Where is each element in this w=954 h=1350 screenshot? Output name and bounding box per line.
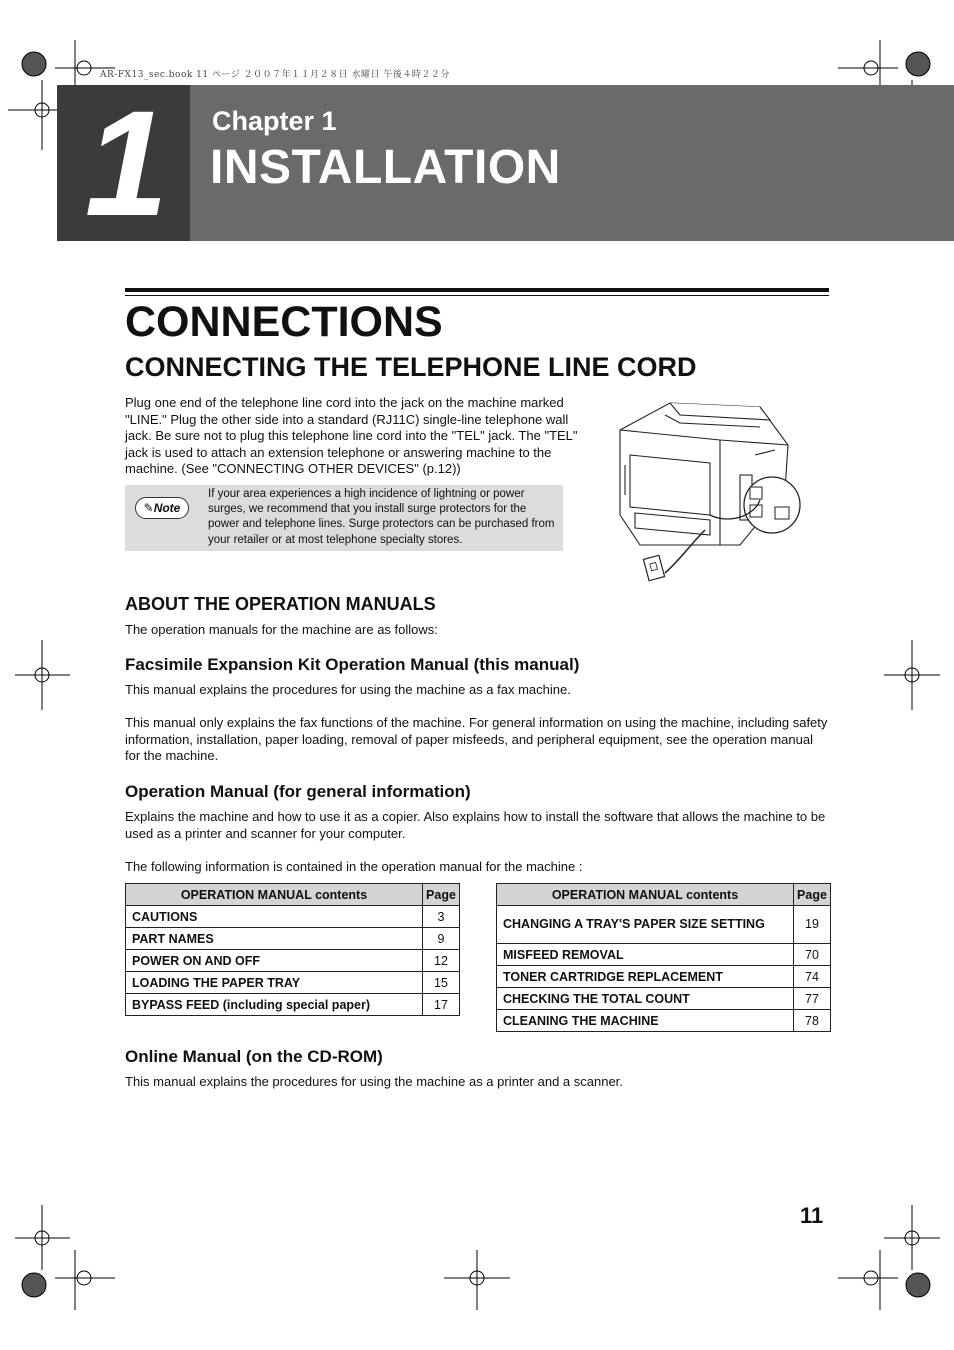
table-header-page: Page [423, 884, 460, 906]
section-rule-thin [125, 295, 829, 296]
op-manual-intro: The following information is contained in the operation manual for the machine : [125, 859, 583, 874]
table-cell-page: 78 [794, 1010, 831, 1032]
table-row [126, 994, 460, 1016]
chapter-title: INSTALLATION [210, 141, 561, 194]
table-row [126, 906, 460, 928]
table-row [126, 928, 460, 950]
table-cell-item: TONER CARTRIDGE REPLACEMENT [497, 966, 794, 988]
table-cell-page: 12 [423, 950, 460, 972]
table-cell-page: 9 [423, 928, 460, 950]
section-rule-thick [125, 288, 829, 292]
table-cell-item: POWER ON AND OFF [126, 950, 423, 972]
table-cell-item: LOADING THE PAPER TRAY [126, 972, 423, 994]
manual-contents-table-right [496, 883, 831, 1032]
fax-manual-detail: This manual only explains the fax functions of the machine. For general information on using the machine, including safety information, installation, paper loading, removal of paper misfeeds, and peripheral equipment, see the operation manual for the machine. [125, 715, 828, 763]
table-row [497, 988, 831, 1010]
table-header-page: Page [794, 884, 831, 906]
table-cell-page: 70 [794, 944, 831, 966]
table-cell-item: MISFEED REMOVAL [497, 944, 794, 966]
table-row [126, 950, 460, 972]
note-text: If your area experiences a high incidence of lightning or power surges, we recommend that you install surge protectors for the power and telephone lines. Surge protectors can be purchased from your retailer or at most telephone specialty stores. [208, 488, 555, 546]
table-cell-page: 77 [794, 988, 831, 1010]
table-row [497, 906, 831, 944]
table-cell-item: PART NAMES [126, 928, 423, 950]
section-subtitle: CONNECTING THE TELEPHONE LINE CORD [125, 352, 697, 382]
fax-machine-illustration [610, 395, 805, 590]
fax-manual-title: Facsimile Expansion Kit Operation Manual (this manual) [125, 655, 580, 674]
table-cell-item: CLEANING THE MACHINE [497, 1010, 794, 1032]
table-row [126, 972, 460, 994]
table-cell-page: 17 [423, 994, 460, 1016]
table-header-contents: OPERATION MANUAL contents [497, 884, 794, 906]
online-manual-title: Online Manual (on the CD-ROM) [125, 1047, 383, 1066]
table-cell-page: 19 [794, 906, 831, 944]
table-cell-item: BYPASS FEED (including special paper) [126, 994, 423, 1016]
note-icon: ✎ Note [135, 497, 189, 519]
file-meta-header: AR-FX13_sec.book 11 ページ ２００７年１１月２８日 水曜日 午後４時２２分 [100, 70, 450, 80]
table-row [497, 1010, 831, 1032]
op-manual-text: Explains the machine and how to use it as a copier. Also explains how to install the software that allows the machine to be used as a printer and scanner for your computer. [125, 809, 826, 841]
table-row [497, 944, 831, 966]
chapter-label: Chapter 1 [212, 106, 337, 136]
table-row [497, 966, 831, 988]
manual-contents-table-left [125, 883, 460, 1016]
page-number: 11 [800, 1203, 824, 1228]
about-title: ABOUT THE OPERATION MANUALS [125, 594, 436, 614]
about-text: The operation manuals for the machine are as follows: [125, 622, 438, 637]
table-cell-page: 74 [794, 966, 831, 988]
section-title: CONNECTIONS [125, 298, 443, 346]
fax-manual-text: This manual explains the procedures for using the machine as a fax machine. [125, 682, 571, 697]
table-cell-item: CAUTIONS [126, 906, 423, 928]
table-cell-item: CHECKING THE TOTAL COUNT [497, 988, 794, 1010]
intro-paragraph: Plug one end of the telephone line cord into the jack on the machine marked "LINE." Plug the other side into a standard (RJ11C) single-line telephone wall jack. Be sure not to plug this telephone line cord into the "TEL" jack. The "TEL" jack is used to attach an extension telephone or answering machine to the machine. (See "CONNECTING OTHER DEVICES" (p.12)) [125, 395, 578, 476]
table-header-contents: OPERATION MANUAL contents [126, 884, 423, 906]
table-cell-page: 15 [423, 972, 460, 994]
online-manual-text: This manual explains the procedures for using the machine as a printer and a scanner. [125, 1074, 623, 1089]
chapter-number: 1 [84, 79, 163, 247]
table-cell-page: 3 [423, 906, 460, 928]
table-cell-item: CHANGING A TRAY'S PAPER SIZE SETTING [497, 906, 794, 944]
op-manual-title: Operation Manual (for general information) [125, 782, 471, 801]
